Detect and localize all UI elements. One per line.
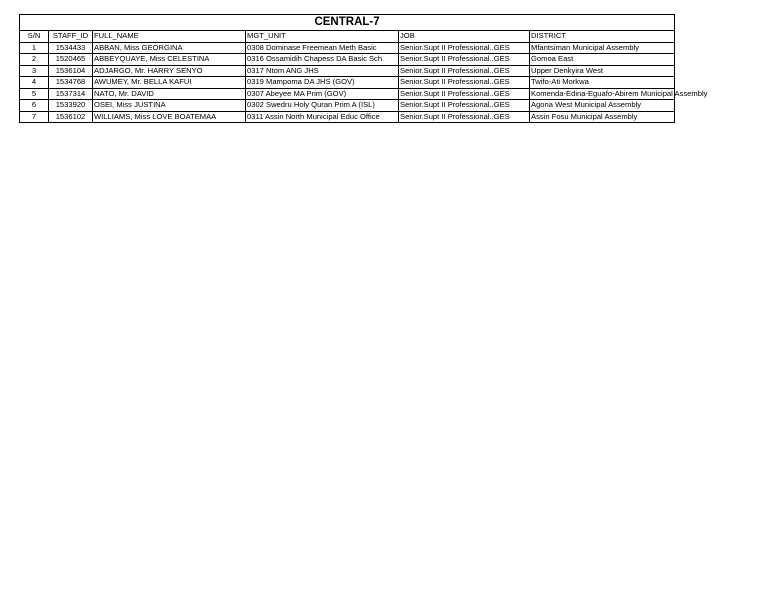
cell-mgt-unit: 0316 Ossamidih Chapess DA Basic Sch [246,54,399,66]
cell-staff-id: 1536102 [49,111,93,123]
cell-district-text: Mfantsiman Municipal Assembly [531,42,640,52]
cell-sn: 7 [20,111,49,123]
spreadsheet-sheet [19,14,708,123]
cell-job: Senior.Supt II Professional..GES [399,77,530,89]
cell-mgt-unit: 0319 Mampoma DA JHS (GOV) [246,77,399,89]
title-row [20,15,675,31]
table-row [20,54,675,66]
header-district: DISTRICT [530,31,675,43]
cell-full-name: ABBEYQUAYE, Miss CELESTINA [93,54,246,66]
cell-district-text: Upper Denkyira West [531,65,604,75]
cell-district [530,77,675,89]
cell-district [530,100,675,112]
header-sn: S/N [20,31,49,43]
cell-job: Senior.Supt II Professional..GES [399,65,530,77]
cell-district-text: Agona West Municipal Assembly [531,100,642,109]
header-staff-id: STAFF_ID [49,31,93,43]
header-full-name: FULL_NAME [93,31,246,43]
cell-job: Senior.Supt II Professional..GES [399,54,530,66]
table-row [20,42,675,54]
cell-staff-id: 1536104 [49,65,93,77]
cell-district-text: Gomoa East [531,54,574,63]
cell-district-text: Komenda-Edina-Eguafo-Abirem Municipal Assembly [531,88,708,98]
sheet-title: CENTRAL-7 [20,15,675,31]
table-row [20,77,675,89]
cell-job: Senior.Supt II Professional..GES [399,88,530,100]
header-row [20,31,675,43]
cell-full-name: NATO, Mr. DAVID [93,88,246,100]
cell-job: Senior.Supt II Professional..GES [399,42,530,54]
cell-district-text: Assin Fosu Municipal Assembly [531,111,638,121]
cell-staff-id: 1537314 [49,88,93,100]
cell-sn: 4 [20,77,49,89]
table-row [20,88,675,100]
cell-staff-id: 1520465 [49,54,93,66]
cell-full-name: ABBAN, Miss GEORGINA [93,42,246,54]
cell-sn: 6 [20,100,49,112]
cell-district [530,111,675,123]
cell-district [530,88,708,100]
cell-district [530,42,675,54]
cell-full-name: OSEI, Miss JUSTINA [93,100,246,112]
table-row [20,65,675,77]
staff-table [19,14,708,123]
cell-district-text: Twifo-Ati Morkwa [531,77,589,86]
cell-job: Senior.Supt II Professional..GES [399,111,530,123]
cell-full-name: AWUMEY, Mr. BELLA KAFUI [93,77,246,89]
header-job: JOB [399,31,530,43]
cell-sn: 5 [20,88,49,100]
cell-mgt-unit: 0317 Ntom ANG JHS [246,65,399,77]
cell-job: Senior.Supt II Professional..GES [399,100,530,112]
cell-mgt-unit: 0307 Abeyee MA Prim (GOV) [246,88,399,100]
cell-sn: 2 [20,54,49,66]
cell-mgt-unit: 0302 Swedru Holy Quran Prim A (ISL) [246,100,399,112]
cell-mgt-unit: 0311 Assin North Municipal Educ Office [246,111,399,123]
table-row [20,100,675,112]
header-mgt-unit: MGT_UNIT [246,31,399,43]
cell-district [530,65,675,77]
cell-staff-id: 1533920 [49,100,93,112]
cell-district [530,54,675,66]
cell-staff-id: 1534768 [49,77,93,89]
cell-mgt-unit: 0308 Dominase Freemean Meth Basic [246,42,399,54]
cell-sn: 1 [20,42,49,54]
cell-full-name: WILLIAMS, Miss LOVE BOATEMAA [93,111,246,123]
cell-staff-id: 1534433 [49,42,93,54]
cell-sn: 3 [20,65,49,77]
cell-full-name: ADJARGO, Mr. HARRY SENYO [93,65,246,77]
table-row [20,111,675,123]
